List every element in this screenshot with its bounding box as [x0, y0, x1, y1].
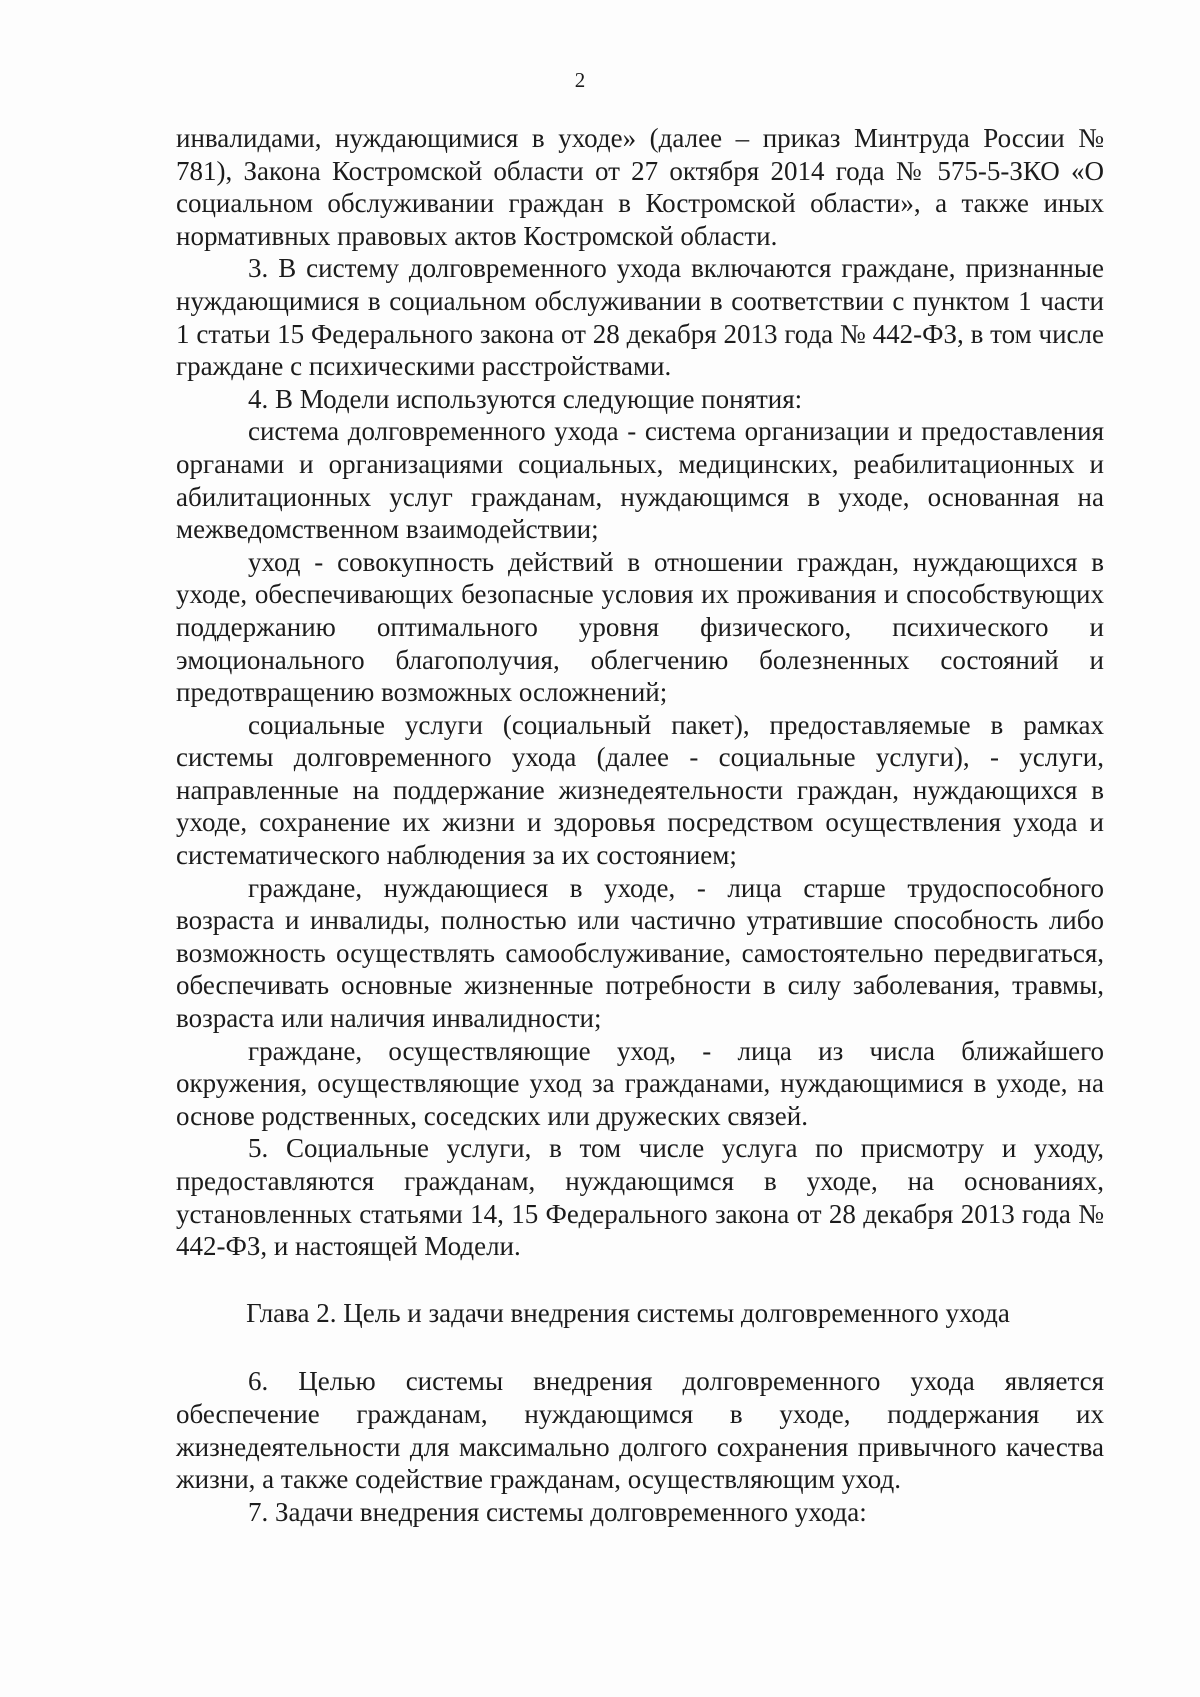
chapter-heading: Глава 2. Цель и задачи внедрения системы долговременного ухода: [246, 1297, 1010, 1328]
document-body: [176, 122, 1104, 1528]
definition-long-term-care-system: система долговременного ухода - система организации и предоставления органами и организациями социальных, медицинских, реабилитационных и абилитационных услуг гражданам, нуждающимся в уходе, основанная на межведомственном взаимодействии;: [176, 416, 1104, 545]
definition-social-services: социальные услуги (социальный пакет), предоставляемые в рамках системы долговременного ухода (далее - социальные услуги), - услуги, направленные на поддержание жизнедеятельности граждан, нуждающихся в уходе, сохранение их жизни и здоровья посредством осуществления ухода и систематического наблюдения за их состоянием;: [176, 709, 1104, 871]
paragraph-continuation: инвалидами, нуждающимися в уходе» (далее – приказ Минтруда России № 781), Закона Костромской области от 27 октября 2014 года № 575-5-ЗКО «О социальном обслуживании граждан в Костромской области», а также иных нормативных правовых актов Костромской области.: [176, 123, 1104, 251]
page-number: 2: [574, 68, 586, 92]
spacer: [176, 1329, 1104, 1365]
paragraph-item-7: 7. Задачи внедрения системы долговременного ухода:: [248, 1496, 867, 1527]
definition-care: уход - совокупность действий в отношении граждан, нуждающихся в уходе, обеспечивающих безопасные условия их проживания и способствующих поддержанию оптимального уровня физического, психического и эмоционального благополучия, облегчению болезненных состояний и предотвращению возможных осложнений;: [176, 546, 1104, 708]
definition-caregivers: граждане, осуществляющие уход, - лица из числа ближайшего окружения, осуществляющие уход за гражданами, нуждающимися в уходе, на основе родственных, соседских или дружеских связей.: [176, 1035, 1104, 1131]
paragraph-item-4: 4. В Модели используются следующие понятия:: [248, 383, 803, 414]
definition-citizens-needing-care: граждане, нуждающиеся в уходе, - лица старше трудоспособного возраста и инвалиды, полностью или частично утратившие способность либо возможность осуществлять самообслуживание, самостоятельно передвигаться, обеспечивать основные жизненные потребности в силу заболевания, травмы, возраста или наличия инвалидности;: [176, 872, 1104, 1034]
spacer: [176, 1263, 1104, 1297]
paragraph-item-6: 6. Целью системы внедрения долговременного ухода является обеспечение гражданам, нуждающимся в уходе, поддержания их жизнедеятельности для максимально долгого сохранения привычного качества жизни, а также содействие гражданам, осуществляющим уход.: [176, 1366, 1104, 1495]
paragraph-item-3: 3. В систему долговременного ухода включаются граждане, признанные нуждающимися в социальном обслуживании в соответствии с пунктом 1 части 1 статьи 15 Федерального закона от 28 декабря 2013 года № 442-ФЗ, в том числе граждане с психическими расстройствами.: [176, 253, 1104, 382]
paragraph-item-5: 5. Социальные услуги, в том числе услуга по присмотру и уходу, предоставляются гражданам, нуждающимся в уходе, на основаниях, установленных статьями 14, 15 Федерального закона от 28 декабря 2013 года № 442-ФЗ, и настоящей Модели.: [176, 1133, 1104, 1262]
